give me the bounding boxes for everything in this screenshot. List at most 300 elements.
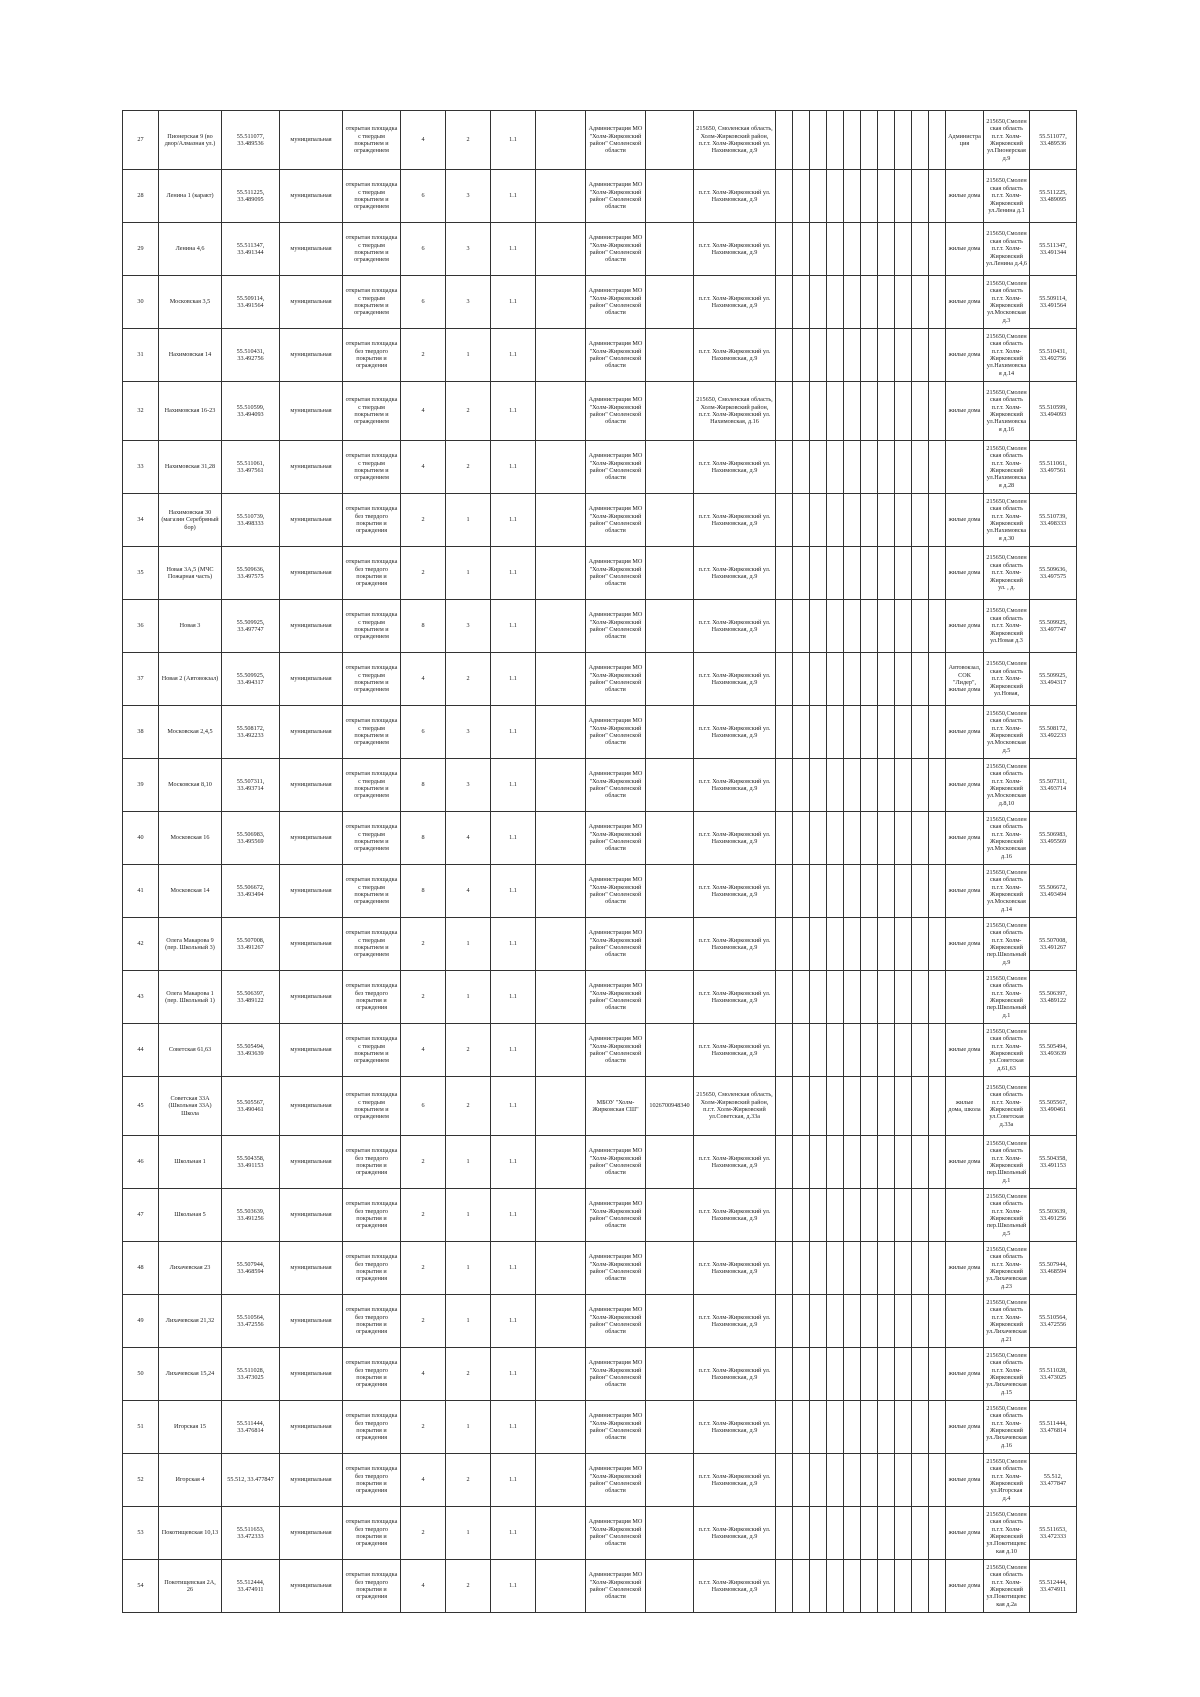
cell-b10 — [912, 1189, 929, 1242]
table-body — [123, 111, 1077, 1613]
cell-ogrn — [646, 170, 694, 223]
cell-ogrn — [646, 1242, 694, 1295]
cell-b7 — [861, 1401, 878, 1454]
cell-b10 — [912, 494, 929, 547]
cell-blank1 — [536, 600, 586, 653]
cell-b5 — [827, 600, 844, 653]
cell-b9 — [895, 494, 912, 547]
cell-b8 — [878, 1560, 895, 1613]
table-row — [123, 441, 1077, 494]
cell-ownership: муниципальная — [280, 441, 343, 494]
cell-b9 — [895, 1401, 912, 1454]
cell-volume: 1.1 — [491, 494, 536, 547]
cell-source_address: 215650,Смоленская область п.г.т. Холм-Жирковский ул.Нахимовская д.28 — [984, 441, 1030, 494]
cell-name: Советская 33А (Школьная 33А) Школа — [159, 1077, 222, 1136]
cell-surface: открытая площадка без твердого покрытия и ограждения — [343, 1560, 401, 1613]
cell-b4 — [810, 494, 827, 547]
cell-source_address: 215650,Смоленская область п.г.т. Холм-Жирковский ул.Покотищевская д.2а — [984, 1560, 1030, 1613]
cell-area: 2 — [401, 1295, 446, 1348]
cell-ogrn: 1026700948340 — [646, 1077, 694, 1136]
cell-address: п.г.т. Холм-Жирковский ул. Нахимовская, д.9 — [694, 1507, 776, 1560]
cell-b5 — [827, 329, 844, 382]
cell-address: п.г.т. Холм-Жирковский ул. Нахимовская, д.9 — [694, 759, 776, 812]
cell-ogrn — [646, 1507, 694, 1560]
cell-blank1 — [536, 1024, 586, 1077]
cell-b5 — [827, 812, 844, 865]
cell-num: 49 — [123, 1295, 159, 1348]
cell-b6 — [844, 441, 861, 494]
cell-blank1 — [536, 812, 586, 865]
cell-source — [946, 971, 984, 1024]
cell-surface: открытая площадка с твердым покрытием и ограждением — [343, 441, 401, 494]
cell-area: 2 — [401, 918, 446, 971]
cell-name: Школьная 5 — [159, 1189, 222, 1242]
cell-b6 — [844, 1560, 861, 1613]
cell-coords2: 55.506672, 33.493494 — [1030, 865, 1077, 918]
cell-surface: открытая площадка с твердым покрытием и ограждением — [343, 1077, 401, 1136]
cell-b4 — [810, 276, 827, 329]
cell-volume: 1.1 — [491, 1077, 536, 1136]
cell-coords2: 55.511347, 33.491344 — [1030, 223, 1077, 276]
cell-ogrn — [646, 759, 694, 812]
cell-ogrn — [646, 1560, 694, 1613]
cell-area: 2 — [401, 329, 446, 382]
table-row — [123, 759, 1077, 812]
cell-b6 — [844, 1024, 861, 1077]
cell-b5 — [827, 1454, 844, 1507]
cell-b5 — [827, 276, 844, 329]
cell-b10 — [912, 382, 929, 441]
cell-ogrn — [646, 1295, 694, 1348]
cell-b8 — [878, 1507, 895, 1560]
cell-ogrn — [646, 382, 694, 441]
cell-source_address: 215650,Смоленская область п.г.т. Холм-Жирковский ул.Лихачевская д.15 — [984, 1348, 1030, 1401]
cell-source_address: 215650,Смоленская область п.г.т. Холм-Жирковский ул.Московская д.14 — [984, 865, 1030, 918]
cell-source_address: 215650,Смоленская область п.г.т. Холм-Жирковский ул.Лихачевская д.16 — [984, 1401, 1030, 1454]
cell-b4 — [810, 1077, 827, 1136]
cell-area: 4 — [401, 441, 446, 494]
cell-b6 — [844, 600, 861, 653]
cell-b11 — [929, 441, 946, 494]
cell-blank1 — [536, 441, 586, 494]
cell-coords: 55.505567, 33.490461 — [222, 1077, 280, 1136]
cell-name: Ленина 4,6 — [159, 223, 222, 276]
cell-address: п.г.т. Холм-Жирковский ул. Нахимовская, д.9 — [694, 706, 776, 759]
cell-ogrn — [646, 600, 694, 653]
cell-surface: открытая площадка с твердым покрытием и ограждением — [343, 918, 401, 971]
cell-coords2: 55.509636, 33.497575 — [1030, 547, 1077, 600]
cell-name: Покотищевская 2А, 26 — [159, 1560, 222, 1613]
cell-source: жилые дома — [946, 1560, 984, 1613]
cell-ownership: муниципальная — [280, 1077, 343, 1136]
cell-b6 — [844, 223, 861, 276]
cell-containers: 2 — [446, 1560, 491, 1613]
cell-volume: 1.1 — [491, 329, 536, 382]
cell-org: Администрация МО "Холм-Жирковский район" Смоленской области — [586, 759, 646, 812]
cell-coords: 55.509925, 33.494317 — [222, 653, 280, 706]
cell-b6 — [844, 865, 861, 918]
cell-name: Олега Макарова 1 (пер. Школьный 1) — [159, 971, 222, 1024]
cell-source_address: 215650,Смоленская область п.г.т. Холм-Жирковский ул.Пионерская д.9 — [984, 111, 1030, 170]
cell-b4 — [810, 1136, 827, 1189]
cell-b8 — [878, 600, 895, 653]
cell-source_address: 215650,Смоленская область п.г.т. Холм-Жирковский ул.Московская д.16 — [984, 812, 1030, 865]
cell-b10 — [912, 1507, 929, 1560]
cell-b2 — [776, 1242, 793, 1295]
cell-ownership: муниципальная — [280, 329, 343, 382]
cell-surface: открытая площадка без твердого покрытия и ограждения — [343, 1242, 401, 1295]
cell-source — [946, 441, 984, 494]
cell-b2 — [776, 1189, 793, 1242]
cell-ogrn — [646, 1024, 694, 1077]
cell-blank1 — [536, 865, 586, 918]
cell-b4 — [810, 865, 827, 918]
cell-b6 — [844, 1454, 861, 1507]
cell-source_address: 215650,Смоленская область п.г.т. Холм-Жирковский ул.Новая, — [984, 653, 1030, 706]
cell-address: 215650, Смоленская область, Холм-Жирковский район, п.г.т. Холм-Жирковский ул. Нахимовская, д.16 — [694, 382, 776, 441]
cell-b6 — [844, 1077, 861, 1136]
cell-address: п.г.т. Холм-Жирковский ул. Нахимовская, д.9 — [694, 653, 776, 706]
cell-b3 — [793, 1295, 810, 1348]
cell-ogrn — [646, 706, 694, 759]
cell-coords2: 55.507311, 33.493714 — [1030, 759, 1077, 812]
cell-ogrn — [646, 971, 694, 1024]
cell-b3 — [793, 971, 810, 1024]
cell-area: 2 — [401, 1401, 446, 1454]
cell-coords: 55.503639, 33.491256 — [222, 1189, 280, 1242]
cell-coords2: 55.510564, 33.472556 — [1030, 1295, 1077, 1348]
cell-name: Игорская 15 — [159, 1401, 222, 1454]
cell-b11 — [929, 1189, 946, 1242]
cell-coords2: 55.511653, 33.472333 — [1030, 1507, 1077, 1560]
cell-ogrn — [646, 1401, 694, 1454]
cell-name: Лихачевская 15,24 — [159, 1348, 222, 1401]
cell-b10 — [912, 653, 929, 706]
cell-address: п.г.т. Холм-Жирковский ул. Нахимовская, д.9 — [694, 600, 776, 653]
cell-coords: 55.507944, 33.468594 — [222, 1242, 280, 1295]
cell-b5 — [827, 494, 844, 547]
cell-b3 — [793, 547, 810, 600]
cell-b6 — [844, 653, 861, 706]
cell-blank1 — [536, 1189, 586, 1242]
cell-surface: открытая площадка с твердым покрытием и ограждением — [343, 223, 401, 276]
cell-b9 — [895, 329, 912, 382]
table-row — [123, 1560, 1077, 1613]
cell-b6 — [844, 759, 861, 812]
cell-num: 39 — [123, 759, 159, 812]
cell-b11 — [929, 1077, 946, 1136]
cell-b8 — [878, 441, 895, 494]
cell-b9 — [895, 1242, 912, 1295]
cell-b5 — [827, 382, 844, 441]
cell-b3 — [793, 1136, 810, 1189]
cell-b11 — [929, 547, 946, 600]
cell-b5 — [827, 1401, 844, 1454]
cell-b9 — [895, 706, 912, 759]
cell-org: МБОУ "Холм-Жирковская СШ" — [586, 1077, 646, 1136]
cell-surface: открытая площадка без твердого покрытия и ограждения — [343, 1507, 401, 1560]
cell-org: Администрация МО "Холм-Жирковский район" Смоленской области — [586, 1242, 646, 1295]
cell-area: 2 — [401, 1507, 446, 1560]
cell-ownership: муниципальная — [280, 971, 343, 1024]
cell-blank1 — [536, 170, 586, 223]
cell-b2 — [776, 547, 793, 600]
cell-b4 — [810, 329, 827, 382]
cell-org: Администрация МО "Холм-Жирковский район" Смоленской области — [586, 653, 646, 706]
cell-ownership: муниципальная — [280, 1295, 343, 1348]
table-row — [123, 1136, 1077, 1189]
cell-coords2: 55.509114, 33.491564 — [1030, 276, 1077, 329]
cell-num: 47 — [123, 1189, 159, 1242]
table-row — [123, 865, 1077, 918]
cell-address: п.г.т. Холм-Жирковский ул. Нахимовская, д.9 — [694, 1348, 776, 1401]
cell-name: Лихачевская 23 — [159, 1242, 222, 1295]
cell-b11 — [929, 1348, 946, 1401]
cell-b5 — [827, 1242, 844, 1295]
cell-area: 8 — [401, 600, 446, 653]
cell-b9 — [895, 1560, 912, 1613]
cell-area: 4 — [401, 382, 446, 441]
table-row — [123, 223, 1077, 276]
cell-coords: 55.511225, 33.489095 — [222, 170, 280, 223]
cell-blank1 — [536, 547, 586, 600]
cell-org: Администрация МО "Холм-Жирковский район" Смоленской области — [586, 441, 646, 494]
cell-name: Московская 14 — [159, 865, 222, 918]
cell-source: жилые дома — [946, 706, 984, 759]
cell-ownership: муниципальная — [280, 653, 343, 706]
cell-b4 — [810, 1024, 827, 1077]
cell-name: Нахимовская 16-23 — [159, 382, 222, 441]
cell-coords: 55.512, 33.477847 — [222, 1454, 280, 1507]
cell-volume: 1.1 — [491, 653, 536, 706]
cell-b8 — [878, 1401, 895, 1454]
cell-b4 — [810, 653, 827, 706]
cell-coords: 55.506397, 33.489122 — [222, 971, 280, 1024]
cell-org: Администрация МО "Холм-Жирковский район" Смоленской области — [586, 170, 646, 223]
table-row — [123, 1024, 1077, 1077]
cell-b9 — [895, 865, 912, 918]
cell-containers: 1 — [446, 1189, 491, 1242]
cell-surface: открытая площадка без твердого покрытия и ограждения — [343, 1454, 401, 1507]
cell-blank1 — [536, 276, 586, 329]
cell-b3 — [793, 494, 810, 547]
cell-coords2: 55.510431, 33.492756 — [1030, 329, 1077, 382]
cell-coords2: 55.505494, 33.493639 — [1030, 1024, 1077, 1077]
cell-b5 — [827, 1295, 844, 1348]
cell-volume: 1.1 — [491, 276, 536, 329]
cell-surface: открытая площадка с твердым покрытием и ограждением — [343, 653, 401, 706]
cell-ogrn — [646, 441, 694, 494]
cell-b2 — [776, 706, 793, 759]
cell-ogrn — [646, 494, 694, 547]
cell-org: Администрация МО "Холм-Жирковский район" Смоленской области — [586, 1560, 646, 1613]
cell-containers: 3 — [446, 706, 491, 759]
cell-b9 — [895, 1136, 912, 1189]
cell-volume: 1.1 — [491, 1401, 536, 1454]
cell-b9 — [895, 170, 912, 223]
cell-surface: открытая площадка с твердым покрытием и ограждением — [343, 111, 401, 170]
cell-surface: открытая площадка с твердым покрытием и ограждением — [343, 706, 401, 759]
cell-b3 — [793, 276, 810, 329]
cell-source: жилые дома — [946, 918, 984, 971]
cell-volume: 1.1 — [491, 1348, 536, 1401]
table-row — [123, 382, 1077, 441]
cell-b4 — [810, 1507, 827, 1560]
table-row — [123, 329, 1077, 382]
cell-b7 — [861, 1242, 878, 1295]
cell-b6 — [844, 1295, 861, 1348]
cell-source: жилые дома — [946, 1136, 984, 1189]
cell-b10 — [912, 1348, 929, 1401]
cell-b7 — [861, 1454, 878, 1507]
cell-b4 — [810, 1348, 827, 1401]
cell-area: 2 — [401, 547, 446, 600]
cell-b8 — [878, 971, 895, 1024]
cell-b5 — [827, 971, 844, 1024]
cell-org: Администрация МО "Холм-Жирковский район" Смоленской области — [586, 111, 646, 170]
cell-coords: 55.509636, 33.497575 — [222, 547, 280, 600]
cell-containers: 2 — [446, 382, 491, 441]
cell-b5 — [827, 170, 844, 223]
cell-volume: 1.1 — [491, 918, 536, 971]
cell-volume: 1.1 — [491, 759, 536, 812]
cell-ownership: муниципальная — [280, 1507, 343, 1560]
cell-surface: открытая площадка с твердым покрытием и ограждением — [343, 759, 401, 812]
cell-b7 — [861, 812, 878, 865]
cell-source_address: 215650,Смоленская область п.г.т. Холм-Жирковский ул.Московская д.3 — [984, 276, 1030, 329]
cell-b9 — [895, 1348, 912, 1401]
cell-source: жилые дома — [946, 1024, 984, 1077]
cell-source: жилые дома — [946, 865, 984, 918]
cell-containers: 1 — [446, 329, 491, 382]
cell-b3 — [793, 1242, 810, 1295]
cell-ownership: муниципальная — [280, 1348, 343, 1401]
cell-b9 — [895, 653, 912, 706]
cell-b11 — [929, 812, 946, 865]
cell-coords: 55.509114, 33.491564 — [222, 276, 280, 329]
cell-area: 4 — [401, 111, 446, 170]
cell-coords: 55.505494, 33.493639 — [222, 1024, 280, 1077]
cell-b8 — [878, 759, 895, 812]
cell-b3 — [793, 918, 810, 971]
cell-b2 — [776, 170, 793, 223]
cell-b7 — [861, 441, 878, 494]
cell-org: Администрация МО "Холм-Жирковский район" Смоленской области — [586, 1348, 646, 1401]
cell-source: Администрация — [946, 111, 984, 170]
cell-ownership: муниципальная — [280, 547, 343, 600]
cell-b4 — [810, 1401, 827, 1454]
cell-b4 — [810, 223, 827, 276]
cell-area: 2 — [401, 971, 446, 1024]
cell-b9 — [895, 223, 912, 276]
cell-coords2: 55.512444, 33.474911 — [1030, 1560, 1077, 1613]
cell-ogrn — [646, 276, 694, 329]
cell-source: жилые дома — [946, 759, 984, 812]
cell-coords: 55.504358, 33.491153 — [222, 1136, 280, 1189]
cell-volume: 1.1 — [491, 1024, 536, 1077]
cell-coords: 55.511653, 33.472333 — [222, 1507, 280, 1560]
cell-b6 — [844, 1507, 861, 1560]
cell-address: п.г.т. Холм-Жирковский ул. Нахимовская, д.9 — [694, 441, 776, 494]
cell-b10 — [912, 812, 929, 865]
cell-ogrn — [646, 865, 694, 918]
cell-b8 — [878, 1295, 895, 1348]
table-row — [123, 494, 1077, 547]
cell-b3 — [793, 329, 810, 382]
cell-volume: 1.1 — [491, 170, 536, 223]
cell-source: жилые дома — [946, 1454, 984, 1507]
cell-b9 — [895, 1507, 912, 1560]
cell-source_address: 215650,Смоленская область п.г.т. Холм-Жирковский пер.Школьный д.9 — [984, 918, 1030, 971]
cell-b11 — [929, 1136, 946, 1189]
cell-coords2: 55.509925, 33.497747 — [1030, 600, 1077, 653]
cell-blank1 — [536, 1560, 586, 1613]
cell-b10 — [912, 1560, 929, 1613]
cell-coords2: 55.510739, 33.498333 — [1030, 494, 1077, 547]
cell-b2 — [776, 1295, 793, 1348]
cell-containers: 2 — [446, 1077, 491, 1136]
cell-containers: 4 — [446, 865, 491, 918]
cell-area: 2 — [401, 494, 446, 547]
cell-area: 2 — [401, 1189, 446, 1242]
cell-blank1 — [536, 759, 586, 812]
cell-address: п.г.т. Холм-Жирковский ул. Нахимовская, д.9 — [694, 329, 776, 382]
cell-b7 — [861, 918, 878, 971]
cell-b10 — [912, 441, 929, 494]
cell-b11 — [929, 1401, 946, 1454]
cell-name: Нахимовская 30 (магазин Серебряный бор) — [159, 494, 222, 547]
table-row — [123, 1454, 1077, 1507]
cell-name: Новая 3 — [159, 600, 222, 653]
cell-num: 33 — [123, 441, 159, 494]
cell-b3 — [793, 759, 810, 812]
cell-b3 — [793, 382, 810, 441]
cell-surface: открытая площадка без твердого покрытия и ограждения — [343, 1348, 401, 1401]
cell-org: Администрация МО "Холм-Жирковский район" Смоленской области — [586, 1024, 646, 1077]
cell-name: Московская 3,5 — [159, 276, 222, 329]
cell-coords2: 55.507944, 33.468594 — [1030, 1242, 1077, 1295]
cell-address: 215650, Смоленская область, Холм-Жирковский район, п.г.т. Холм-Жирковский ул. Нахимовская, д.9 — [694, 111, 776, 170]
cell-b9 — [895, 276, 912, 329]
cell-blank1 — [536, 1077, 586, 1136]
cell-surface: открытая площадка с твердым покрытием и ограждением — [343, 812, 401, 865]
cell-containers: 1 — [446, 547, 491, 600]
cell-containers: 2 — [446, 1348, 491, 1401]
cell-source_address: 215650,Смоленская область п.г.т. Холм-Жирковский ул.Нахимовская д.30 — [984, 494, 1030, 547]
cell-b4 — [810, 1242, 827, 1295]
cell-name: Новая 2 (Автовокзал) — [159, 653, 222, 706]
cell-area: 4 — [401, 1348, 446, 1401]
cell-b9 — [895, 1077, 912, 1136]
cell-b4 — [810, 1189, 827, 1242]
cell-b2 — [776, 276, 793, 329]
cell-surface: открытая площадка без твердого покрытия и ограждения — [343, 1401, 401, 1454]
cell-surface: открытая площадка без твердого покрытия и ограждения — [343, 494, 401, 547]
cell-b5 — [827, 1507, 844, 1560]
cell-surface: открытая площадка без твердого покрытия и ограждения — [343, 1295, 401, 1348]
cell-b3 — [793, 706, 810, 759]
cell-containers: 2 — [446, 1454, 491, 1507]
cell-ownership: муниципальная — [280, 1189, 343, 1242]
cell-b8 — [878, 494, 895, 547]
cell-b2 — [776, 382, 793, 441]
cell-b7 — [861, 1189, 878, 1242]
cell-num: 36 — [123, 600, 159, 653]
table-row — [123, 276, 1077, 329]
cell-num: 27 — [123, 111, 159, 170]
cell-num: 42 — [123, 918, 159, 971]
cell-source_address: 215650,Смоленская область п.г.т. Холм-Жирковский ул.Игорская д.4 — [984, 1454, 1030, 1507]
